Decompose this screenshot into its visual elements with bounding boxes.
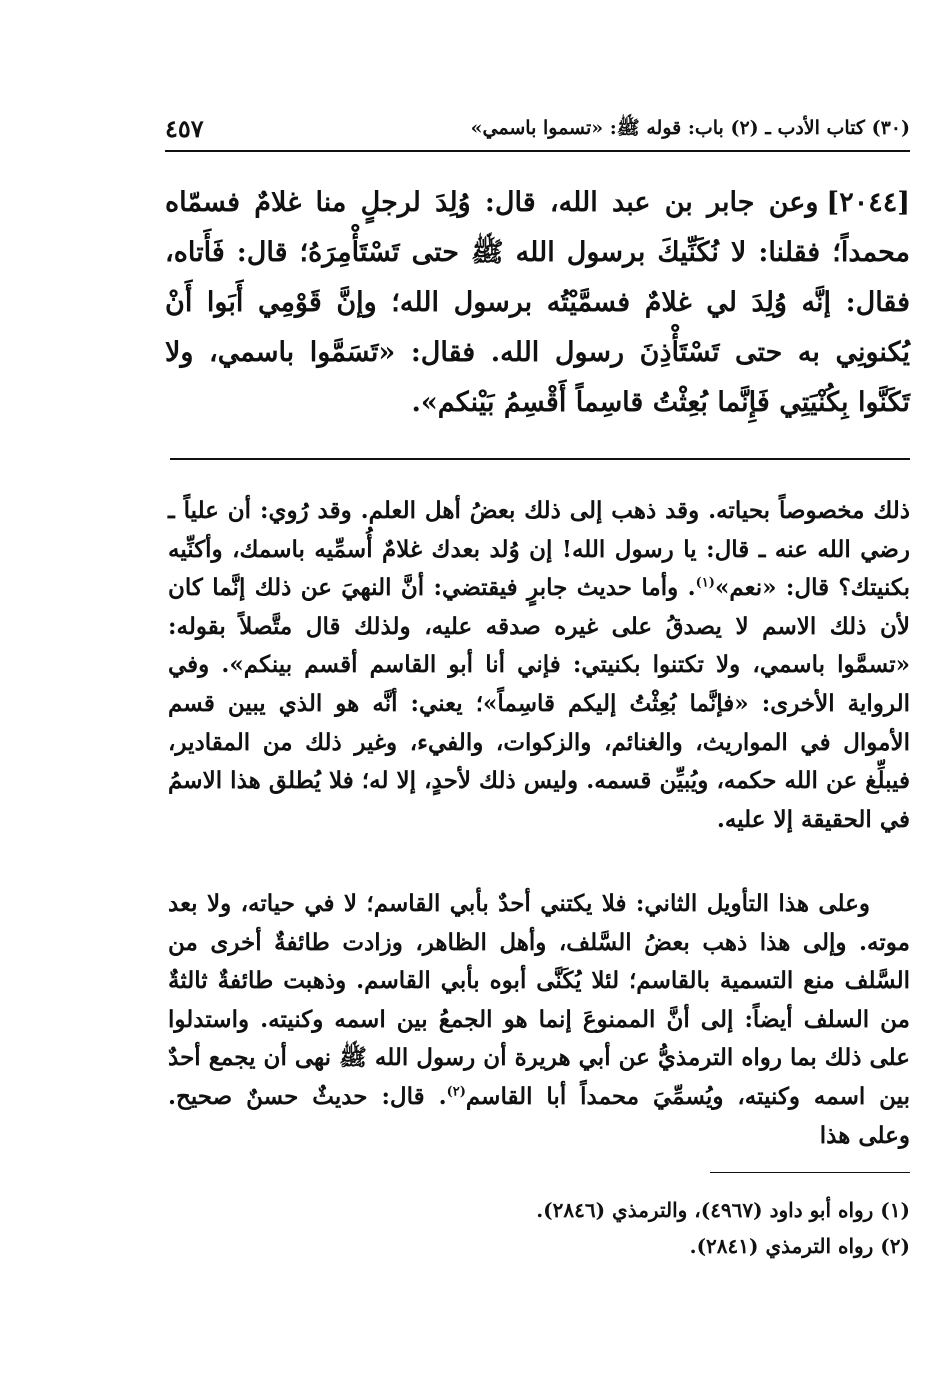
footnote-marker[interactable]: (١) — [695, 575, 715, 591]
commentary-text: . قال: حديثٌ حسنٌ صحيح. وعلى هذا — [168, 1082, 910, 1149]
hadith-number: [٢٠٤٤] — [826, 187, 910, 218]
footnote-item: (٢) رواه الترمذي (٢٨٤١). — [689, 1234, 910, 1258]
running-header — [165, 112, 910, 152]
page-number: ٤٥٧ — [165, 114, 204, 143]
commentary-text: وعلى هذا التأويل الثاني: فلا يكتني أحدٌ بأبي القاسم؛ لا في حياته، ولا بعد موته. وإلى هذا ذهب بعضُ السَّلف، وأهل الظاهر، وزادت طائفةٌ أخرى من السَّلف منع التسمية بالقاسم؛ لئلا يُكَنَّى أبوه بأبي القاسم. وذهبت طائفةٌ ثالثةٌ من السلف أيضاً: إلى أنَّ الممنوعَ إنما هو الجمعُ بين اسمه وكنيته. واستدلوا على ذلك بما رواه الترمذيُّ عن أبي هريرة أن رسول الله ﷺ نهى أن يجمع أحدٌ بين اسمه وكنيته، ويُسمِّيَ محمداً أبا القاسم — [168, 890, 910, 1110]
commentary-text: ذلك مخصوصاً بحياته. وقد ذهب إلى ذلك بعضُ أهل العلم. وقد رُوي: أن علياً ـ رضي الله عنه ـ قال: يا رسول الله! إن وُلد بعدك غلامٌ أُسمِّيه باسمك، وأكنِّيه بكنيتك؟ قال: «نعم» — [168, 497, 910, 602]
chapter-title: (٣٠) كتاب الأدب ـ (٢) باب: قوله ﷺ: «تسموا باسمي» — [470, 117, 910, 139]
footnote-item: (١) رواه أبو داود (٤٩٦٧)، والترمذي (٢٨٤٦). — [536, 1198, 910, 1222]
footnote-divider — [710, 1172, 910, 1173]
footnote-marker[interactable]: (٢) — [446, 1084, 466, 1100]
commentary-paragraph-1 — [168, 492, 910, 839]
commentary-text: . وأما حديث جابرٍ فيقتضي: أنَّ النهيَ عن ذلك إنَّما كان لأن ذلك الاسم لا يصدقُ على غيره صدقه عليه، ولذلك قال متَّصلاً بقوله: «تسمَّوا باسمي، ولا تكتنوا بكنيتي: فإني أنا أبو القاسم أقسم بينكم». وفي الرواية الأخرى: «فإنَّما بُعِثْتُ إليكم قاسِماً»؛ يعني: أنَّه هو الذي يبين قسم الأموال في المواريث، والغنائم، والزكوات، والفيء، وغير ذلك من المقادير، فيبلِّغ عن الله حكمه، ويُبيِّن قسمه. وليس ذلك لأحدٍ، إلا له؛ فلا يُطلق هذا الاسمُ في الحقيقة إلا عليه. — [168, 574, 910, 833]
commentary-paragraph-2 — [168, 885, 910, 1155]
footnotes — [168, 1192, 910, 1264]
hadith-text: وعن جابر بن عبد الله، قال: وُلِدَ لرجلٍ منا غلامٌ فسمّاه محمداً؛ فقلنا: لا نُكَنِّيكَ برسول الله ﷺ حتى تَسْتَأْمِرَهُ؛ قال: فَأَتاه، فقال: إنَّه وُلِدَ لي غلامٌ فسمَّيْتُه برسول الله؛ وإنَّ قَوْمِي أَبَوا أَنْ يُكنونِي به حتى تَسْتَأْذِنَ رسول الله. فقال: «تَسَمَّوا باسمي، ولا تَكَنَّوا بِكُنْيَتِي فَإِنَّما بُعِثْتُ قاسِماً أَقْسِمُ بَيْنكم». — [165, 187, 910, 418]
hadith-text-block — [165, 178, 910, 428]
section-divider — [170, 458, 910, 460]
